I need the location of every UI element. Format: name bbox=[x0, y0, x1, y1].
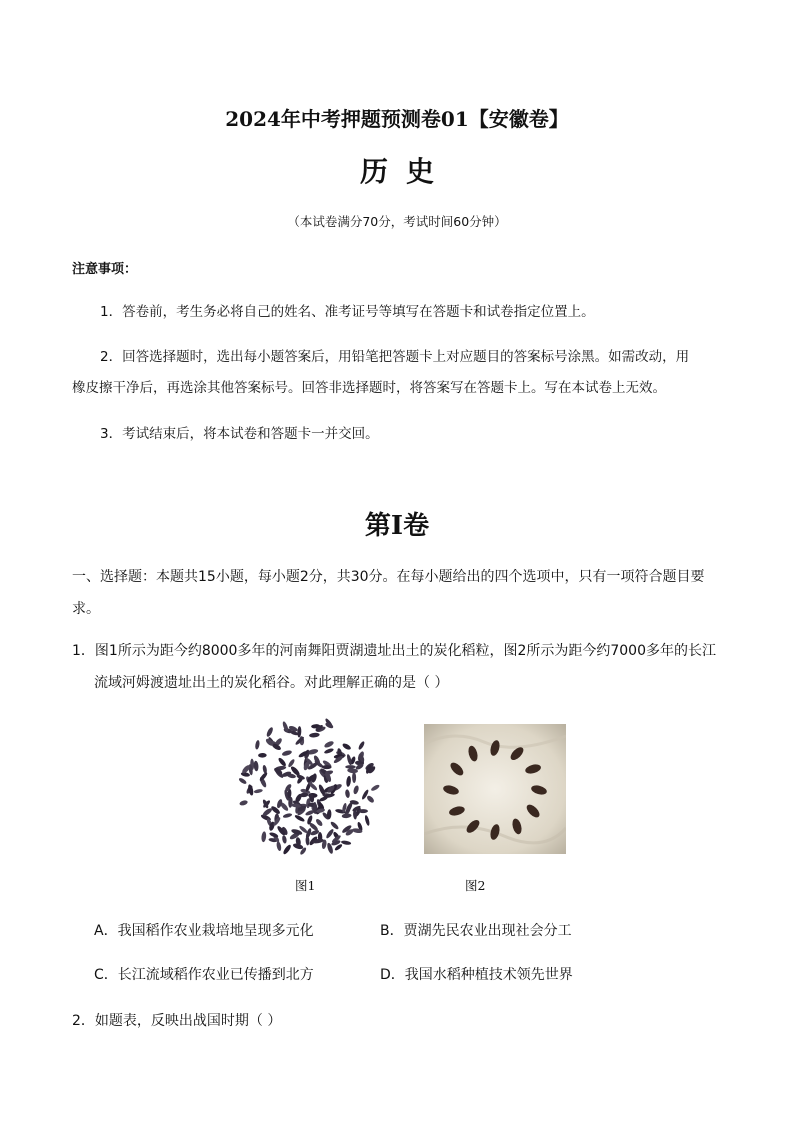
figure-1-rice-grains-image bbox=[236, 714, 382, 860]
rice-grain bbox=[315, 818, 324, 827]
rice-grain bbox=[255, 740, 261, 750]
rice-grain bbox=[282, 813, 292, 819]
exam-info: （本试卷满分70分，考试时间60分钟） bbox=[287, 214, 507, 229]
rice-grain bbox=[261, 831, 267, 842]
rice-grain bbox=[366, 795, 375, 804]
figure-1-caption: 图1 bbox=[295, 878, 316, 893]
option-b[interactable]: B．贾湖先民农业出现社会分工 bbox=[380, 923, 572, 939]
rice-grain bbox=[330, 821, 340, 831]
rice-grain bbox=[346, 776, 352, 787]
rice-grain bbox=[253, 761, 259, 772]
rice-grain bbox=[287, 758, 295, 768]
rice-grain bbox=[239, 799, 248, 806]
rice-grain bbox=[277, 757, 287, 768]
notice-item-1: 1．答卷前，考生务必将自己的姓名、准考证号等填写在答题卡和试卷指定位置上。 bbox=[100, 304, 595, 320]
notice-item-3: 3．考试结束后，将本试卷和答题卡一并交回。 bbox=[100, 426, 379, 442]
question-1-line-1: 1．图1所示为距今约8000多年的河南舞阳贾湖遗址出土的炭化稻粒，图2所示为距今约7000多年的长江 bbox=[72, 643, 716, 659]
notice-item-2-line-1: 2．回答选择题时，选出每小题答案后，用铅笔把答题卡上对应题目的答案标号涂黑。如需改动，用 bbox=[100, 349, 690, 365]
rice-grain bbox=[341, 840, 352, 846]
volume-heading: 第Ⅰ卷 bbox=[364, 511, 430, 541]
rice-grain bbox=[276, 841, 282, 851]
rice-grain bbox=[294, 814, 305, 823]
rice-grain bbox=[342, 742, 352, 751]
rice-grain bbox=[258, 753, 267, 758]
question-2-line-1: 2．如题表，反映出战国时期（ ） bbox=[72, 1013, 282, 1029]
section-instructions-line-2: 求。 bbox=[72, 601, 100, 617]
subject-heading: 历史 bbox=[359, 155, 452, 188]
rice-grain bbox=[309, 732, 320, 738]
rice-grain bbox=[297, 726, 302, 738]
rice-grain bbox=[352, 772, 356, 783]
rice-grain bbox=[364, 815, 370, 827]
rice-grain bbox=[341, 813, 351, 819]
rice-grain bbox=[353, 785, 360, 795]
rice-grain bbox=[238, 777, 247, 785]
rice-grain bbox=[345, 765, 356, 769]
rice-grain bbox=[358, 809, 368, 813]
rice-grain bbox=[325, 828, 335, 839]
rice-grain bbox=[254, 788, 264, 793]
rice-grain bbox=[282, 844, 292, 856]
rice-grain bbox=[345, 789, 351, 798]
notice-heading: 注意事项： bbox=[72, 262, 138, 277]
paper-title: 2024年中考押题预测卷01【安徽卷】 bbox=[225, 107, 569, 131]
question-1-line-2: 流域河姆渡遗址出土的炭化稻谷。对此理解正确的是（ ） bbox=[94, 675, 449, 691]
notice-item-2-line-2: 橡皮擦干净后，再选涂其他答案标号。回答非选择题时，将答案写在答题卡上。写在本试卷上无效。 bbox=[72, 380, 666, 396]
rice-grain bbox=[370, 784, 380, 792]
rice-grain bbox=[265, 726, 274, 737]
rice-grain bbox=[323, 740, 334, 749]
rice-grain bbox=[324, 748, 335, 755]
figure-2-rice-ring-image bbox=[424, 724, 566, 854]
rice-grain bbox=[281, 749, 292, 756]
option-c[interactable]: C．长江流域稻作农业已传播到北方 bbox=[94, 967, 314, 983]
figure-2-caption: 图2 bbox=[465, 878, 486, 893]
section-instructions-line-1: 一、选择题：本题共15小题，每小题2分，共30分。在每小题给出的四个选项中，只有一项符合题目要 bbox=[72, 569, 705, 585]
option-a[interactable]: A．我国稻作农业栽培地呈现多元化 bbox=[94, 923, 314, 939]
rice-grain bbox=[358, 741, 366, 751]
rice-grain bbox=[282, 835, 288, 844]
option-d[interactable]: D．我国水稻种植技术领先世界 bbox=[380, 967, 573, 983]
